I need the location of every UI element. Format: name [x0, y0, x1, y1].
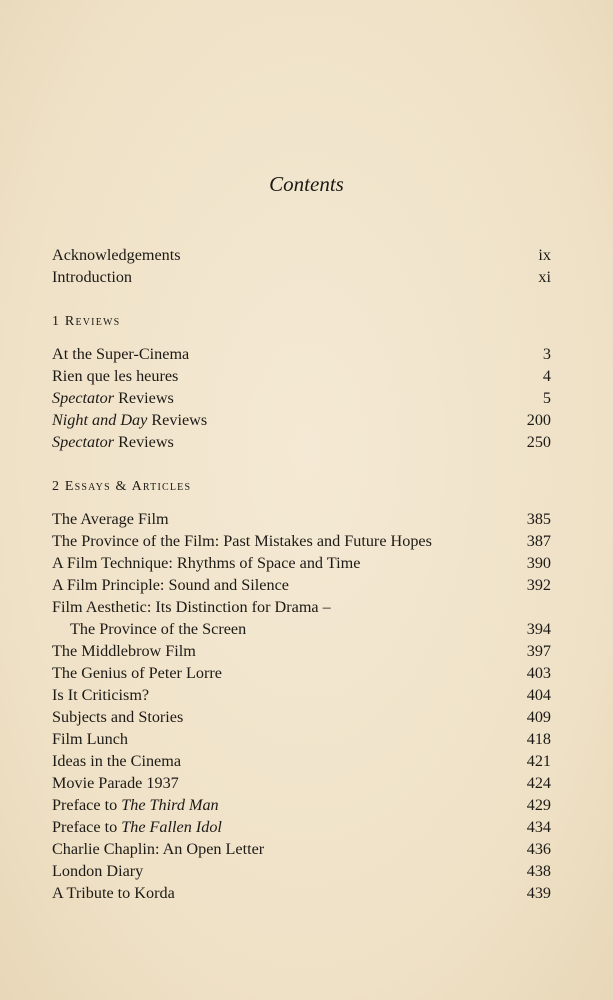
- toc-entry: [52, 706, 551, 728]
- toc-entry-page: 390: [526, 554, 551, 572]
- toc-entry-title: Preface to The Fallen Idol: [52, 818, 222, 836]
- toc-entry-page: 392: [526, 576, 551, 594]
- toc-entry: [52, 882, 551, 904]
- toc-entry: [52, 728, 551, 750]
- toc-entry-page: 439: [526, 884, 551, 902]
- toc-entry-title: Introduction: [52, 268, 133, 286]
- toc-entry-page: 4: [542, 367, 551, 385]
- toc-entry-title: Rien que les heures: [52, 367, 179, 385]
- toc-entry-title: Film Aesthetic: Its Distinction for Drama –: [52, 598, 331, 616]
- toc-entry: [52, 684, 551, 706]
- toc-entry-title: London Diary: [52, 862, 144, 880]
- page-title: Contents: [269, 172, 344, 196]
- toc-entry-title: The Province of the Screen: [70, 620, 247, 638]
- toc-entry: [52, 552, 551, 574]
- toc-entry: [52, 387, 551, 409]
- toc-entry: [52, 508, 551, 530]
- toc-entry-page: 387: [526, 532, 551, 550]
- toc-entry-page: 418: [526, 730, 551, 748]
- toc-entry-title: The Average Film: [52, 510, 169, 528]
- toc-entry-page: 404: [526, 686, 551, 704]
- toc-entry-page: 436: [526, 840, 551, 858]
- toc-entry: [52, 431, 551, 453]
- toc-entry-page: 397: [526, 642, 551, 660]
- toc-entry: [52, 772, 551, 794]
- toc-entry-title: A Tribute to Korda: [52, 884, 175, 902]
- toc-entry-page: 250: [526, 433, 551, 451]
- toc-entry-title: Ideas in the Cinema: [52, 752, 182, 770]
- toc-entry-title: Acknowledgements: [52, 246, 181, 264]
- toc-entry-title: Movie Parade 1937: [52, 774, 179, 792]
- toc-entry: [52, 794, 551, 816]
- toc-entry: [52, 750, 551, 772]
- toc-entry-page: 434: [526, 818, 551, 836]
- toc-entry: [52, 838, 551, 860]
- toc-entry-title: Spectator Reviews: [52, 433, 174, 451]
- toc-entry: [52, 409, 551, 431]
- section-heading: 2 Essays & Articles: [52, 479, 192, 494]
- toc-entry-page: 403: [526, 664, 551, 682]
- section-heading: 1 Reviews: [52, 314, 121, 329]
- toc-entry-title: At the Super-Cinema: [52, 345, 190, 363]
- toc-entry: [52, 343, 551, 365]
- toc-entry-title: A Film Principle: Sound and Silence: [52, 576, 289, 594]
- toc-entry-page: 438: [526, 862, 551, 880]
- toc-entry: [52, 574, 551, 596]
- toc-entry-title: Preface to The Third Man: [52, 796, 219, 814]
- toc-entry-page: 429: [526, 796, 551, 814]
- toc-entry: [52, 365, 551, 387]
- toc-entry-title: The Genius of Peter Lorre: [52, 664, 222, 682]
- toc-entry-page: ix: [538, 246, 551, 264]
- toc-entry: [52, 860, 551, 882]
- toc-entry-page: xi: [538, 268, 551, 286]
- toc-entry-page: 200: [526, 411, 551, 429]
- toc-entry-title: The Middlebrow Film: [52, 642, 196, 660]
- toc-entry-page: 394: [526, 620, 551, 638]
- toc-entry: [52, 640, 551, 662]
- toc-entry-title: A Film Technique: Rhythms of Space and Time: [52, 554, 361, 572]
- toc-entry: [52, 266, 551, 288]
- toc-entry-page: 5: [542, 389, 551, 407]
- toc-entry: [52, 530, 551, 552]
- toc-entry-page: 385: [526, 510, 551, 528]
- toc-entry: [52, 662, 551, 684]
- toc-entry-title: Is It Criticism?: [52, 686, 150, 704]
- toc-entry-title: Spectator Reviews: [52, 389, 174, 407]
- toc-entry-title: Film Lunch: [52, 730, 128, 748]
- toc-entry: [52, 596, 551, 618]
- toc-entry-page: 424: [526, 774, 551, 792]
- toc-entry-title: Charlie Chaplin: An Open Letter: [52, 840, 265, 858]
- toc-entry: [52, 244, 551, 266]
- toc-entry: [52, 816, 551, 838]
- toc-entry-title: Subjects and Stories: [52, 708, 184, 726]
- toc-entry-page: 409: [526, 708, 551, 726]
- toc-entry-page: 421: [526, 752, 551, 770]
- toc-entry: [52, 618, 551, 640]
- toc-entry-page: 3: [542, 345, 551, 363]
- toc-entry-title: The Province of the Film: Past Mistakes and Future Hopes: [52, 532, 432, 550]
- toc-entry-title: Night and Day Reviews: [52, 411, 208, 429]
